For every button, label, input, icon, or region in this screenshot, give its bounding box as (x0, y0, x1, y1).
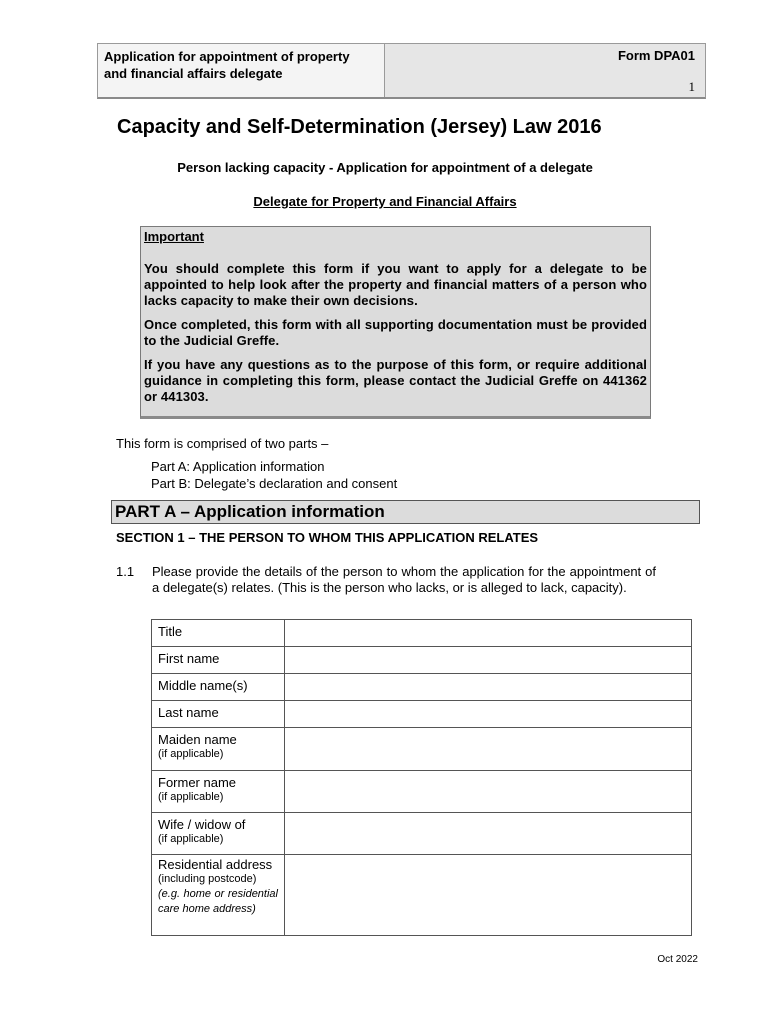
page-number: 1 (688, 79, 695, 94)
table-row (152, 647, 692, 674)
maiden-name-note: (if applicable) (158, 748, 224, 760)
table-row (152, 771, 692, 813)
person-details-table (151, 619, 692, 936)
header-form-info (385, 44, 705, 97)
section-1-heading: SECTION 1 – THE PERSON TO WHOM THIS APPLICATION RELATES (116, 530, 539, 545)
question-text: Please provide the details of the person to whom the application for the appointment of a delegate(s) relates. (This is the person who lacks, or is alleged to lack, capacity). (152, 564, 656, 595)
table-row (152, 701, 692, 728)
residential-address-cell (152, 855, 285, 936)
header-title-line2: and financial affairs delegate (104, 66, 283, 81)
part-b-line: Part B: Delegate’s declaration and consent (151, 476, 398, 491)
wife-widow-label: Wife / widow of (158, 817, 246, 832)
important-paragraph-1: You should complete this form if you want to apply for a delegate to be appointed to help look after the property and financial matters of a person who lacks capacity to make their own decisions. (144, 261, 647, 308)
middle-names-field[interactable] (285, 674, 692, 701)
important-title: Important (144, 229, 204, 244)
maiden-name-cell (152, 728, 285, 771)
maiden-name-field[interactable] (285, 728, 692, 771)
maiden-name-label: Maiden name (158, 732, 237, 747)
title-label: Title (152, 620, 285, 647)
first-name-label: First name (152, 647, 285, 674)
last-name-field[interactable] (285, 701, 692, 728)
footer-date: Oct 2022 (657, 954, 698, 965)
header-title (98, 44, 385, 97)
important-notice (140, 226, 651, 419)
former-name-note: (if applicable) (158, 791, 224, 803)
form-intro: This form is comprised of two parts – (116, 436, 329, 451)
table-row (152, 620, 692, 647)
table-row (152, 855, 692, 936)
part-a-line: Part A: Application information (151, 459, 325, 474)
header-title-line1: Application for appointment of property (104, 49, 350, 64)
title-field[interactable] (285, 620, 692, 647)
part-a-heading: PART A – Application information (111, 500, 700, 524)
residential-address-field[interactable] (285, 855, 692, 936)
important-paragraph-3: If you have any questions as to the purpose of this form, or require additional guidance in completing this form, please contact the Judicial Greffe on 441362 or 441303. (144, 357, 647, 404)
former-name-cell (152, 771, 285, 813)
page-subheading: Delegate for Property and Financial Affairs (253, 194, 517, 209)
wife-widow-note: (if applicable) (158, 833, 224, 845)
question-number: 1.1 (116, 564, 135, 579)
important-paragraph-2: Once completed, this form with all supporting documentation must be provided to the Judicial Greffe. (144, 317, 647, 348)
former-name-label: Former name (158, 775, 237, 790)
wife-widow-cell (152, 813, 285, 855)
residential-address-label: Residential address (158, 857, 273, 872)
form-code: Form DPA01 (617, 48, 695, 63)
table-row (152, 674, 692, 701)
table-row (152, 728, 692, 771)
residential-address-note-1: (including postcode) (158, 873, 257, 885)
page-title: Capacity and Self-Determination (Jersey) Law 2016 (117, 116, 602, 138)
former-name-field[interactable] (285, 771, 692, 813)
page-subtitle: Person lacking capacity - Application for appointment of a delegate (177, 160, 593, 175)
form-header (97, 43, 706, 99)
wife-widow-field[interactable] (285, 813, 692, 855)
residential-address-note-2: (e.g. home or residential care home address) (158, 888, 278, 915)
table-row (152, 813, 692, 855)
middle-names-label: Middle name(s) (152, 674, 285, 701)
last-name-label: Last name (152, 701, 285, 728)
first-name-field[interactable] (285, 647, 692, 674)
